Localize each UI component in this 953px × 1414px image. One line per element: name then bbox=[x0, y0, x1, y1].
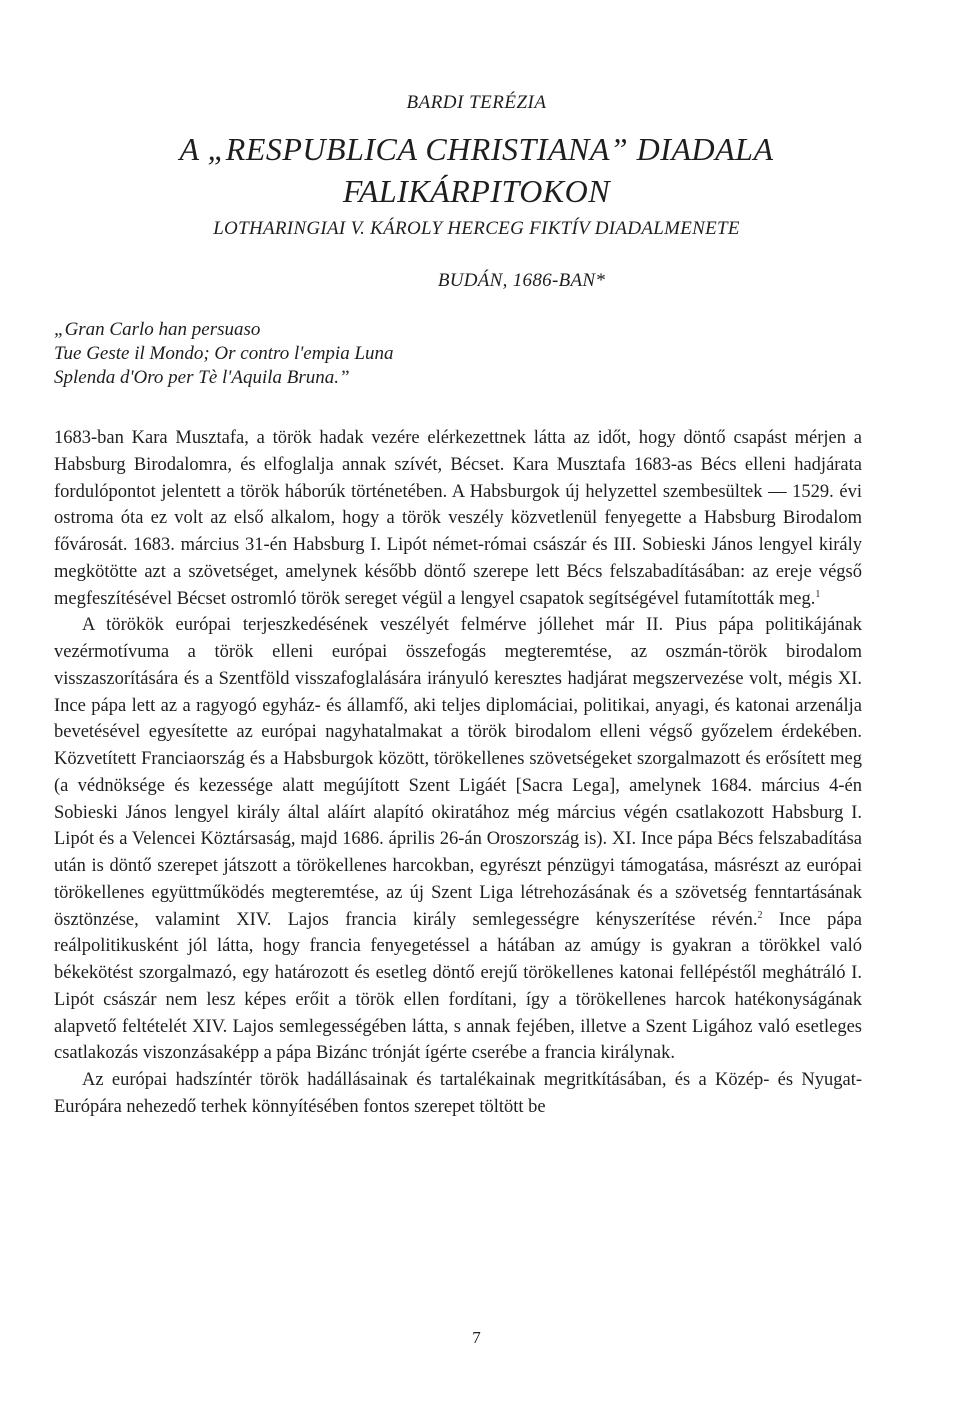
epigraph bbox=[54, 318, 394, 390]
epigraph-line-3: Splenda d'Oro per Tè l'Aquila Bruna.” bbox=[54, 367, 350, 388]
paragraph-2 bbox=[54, 612, 862, 1067]
footnote-ref-1[interactable]: 1 bbox=[815, 588, 821, 600]
paragraph-2-text-b: Ince pápa reálpolitikusként jól látta, hogy francia fenyegetéssel a hátában az amúgy is gyakran a törökkel való békekötést szorgalmazó, egy határozott és esetleg döntő erejű törökellenes katonai fellépéstől meghátráló I. Lipót császár nem lesz képes erőit a török ellen fordítani, így a törökellenes harcok hatékonyságának alapvető feltételét XIV. Lajos semlegességében látta, s annak fejében, illetve a Szent Ligához való esetleges csatlakozás viszonzásaképp a pápa Bizánc trónját ígérte cserébe a francia királynak. bbox=[54, 909, 862, 1064]
body-text bbox=[54, 425, 862, 1121]
epigraph-line-2: Tue Geste il Mondo; Or contro l'empia Luna bbox=[54, 343, 394, 364]
title-line-2: FALIKÁRPITOKON bbox=[342, 173, 611, 209]
epigraph-line-1: „Gran Carlo han persuaso bbox=[54, 319, 261, 340]
paragraph-1 bbox=[54, 425, 862, 612]
paragraph-3: Az európai hadszíntér török hadállásainak és tartalékainak megritkításában, és a Közép- és Nyugat-Európára nehezedő terhek könnyítésében fontos szerepet töltött be bbox=[54, 1070, 862, 1117]
paragraph-2-text-a: A törökök európai terjeszkedésének veszélyét felmérve jóllehet már II. Pius pápa politikájának vezérmotívuma a török elleni európai összefogás megteremtése, az oszmán-török birodalom visszaszorítására és a Szentföld visszafoglalására irányuló keresztes hadjárat megszervezése volt, mégis XI. Ince pápa lett az a ragyogó egyház- és államfő, aki teljes diplomáciai, politikai, anyagi, és katonai arzenálja bevetésével egyesítette az európai nagyhatalmakat a török birodalom elleni végső győzelem érdekében. Közvetített Franciaország és a Habsburgok között, törökellenes szövetségeket szorgalmazott és erősített meg (a védnöksége és kezessége alatt megújított Szent Ligáét [Sacra Lega], amelynek 1684. március 4-én Sobieski János lengyel király által aláírt alapító okiratához még március végén csatlakozott Habsburg I. Lipót és a Velencei Köztársaság, majd 1686. április 26-án Oroszország is). XI. Ince pápa Bécs felszabadítása után is döntő szerepet játszott a törökellenes harcokban, egyrészt pénzügyi támogatása, másrészt az európai törökellenes együttműködés megteremtése, az új Szent Liga létrehozásának és a szövetség fenntartásának ösztönzése, valamint XIV. Lajos francia király semlegességre kényszerítése révén. bbox=[54, 615, 862, 930]
author-name: BARDI TERÉZIA bbox=[406, 92, 547, 113]
subtitle-line-2: BUDÁN, 1686-BAN* bbox=[437, 270, 606, 291]
subtitle-line-1: LOTHARINGIAI V. KÁROLY HERCEG FIKTÍV DIADALMENETE bbox=[213, 218, 740, 239]
footnote-ref-2[interactable]: 2 bbox=[757, 909, 763, 921]
article-title bbox=[0, 128, 953, 212]
paragraph-1-text: 1683-ban Kara Musztafa, a török hadak vezére elérkezettnek látta az időt, hogy döntő csapást mérjen a Habsburg Birodalomra, és elfoglalja annak szívét, Bécset. Kara Musztafa 1683-as Bécs elleni hadjárata fordulópontot jelentett a török háborúk történetében. A Habsburgok új helyzettel szembesültek — 1529. évi ostroma óta ez volt az első alkalom, hogy a török veszély közvetlenül fenyegette a Habsburg Birodalom fővárosát. 1683. március 31-én Habsburg I. Lipót német-római császár és III. Sobieski János lengyel király megkötötte azt a szövetséget, amelynek később döntő szerepe lett Bécs felszabadításában: az ereje végső megfeszítésével Bécset ostromló török sereget végül a lengyel csapatok segítségével futamították meg. bbox=[54, 428, 862, 609]
page-number: 7 bbox=[472, 1328, 481, 1347]
title-line-1: A „RESPUBLICA CHRISTIANA” DIADALA bbox=[179, 131, 774, 167]
